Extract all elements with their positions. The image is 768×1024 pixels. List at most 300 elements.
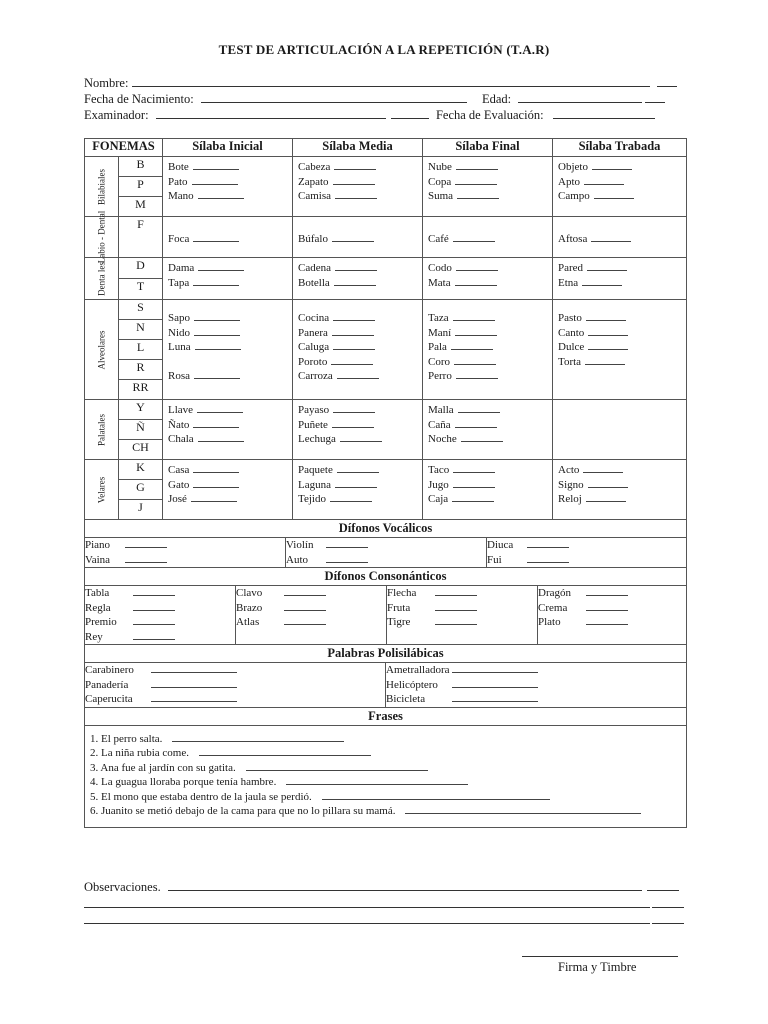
nombre-label: Nombre: bbox=[84, 76, 129, 90]
answer-blank[interactable] bbox=[286, 775, 468, 785]
answer-blank[interactable] bbox=[337, 369, 379, 379]
answer-blank[interactable] bbox=[455, 175, 497, 185]
answer-blank[interactable] bbox=[284, 586, 326, 596]
answer-blank[interactable] bbox=[194, 311, 240, 321]
observaciones-row bbox=[84, 880, 679, 895]
answer-blank[interactable] bbox=[151, 678, 237, 688]
word-text: Etna bbox=[558, 276, 579, 289]
fonema-cell: D bbox=[119, 258, 163, 279]
word-cell bbox=[553, 157, 687, 217]
word-text: Pasto bbox=[558, 312, 582, 324]
fecha-evaluacion-field[interactable] bbox=[553, 108, 655, 119]
word-text: Caperucita bbox=[85, 693, 133, 705]
answer-blank[interactable] bbox=[193, 478, 239, 488]
word-item bbox=[168, 160, 292, 175]
group-label-cell bbox=[85, 460, 119, 520]
nombre-field[interactable] bbox=[132, 76, 650, 87]
edad-label: Edad: bbox=[481, 92, 512, 106]
word-item bbox=[558, 232, 686, 247]
fonema-cell: S bbox=[119, 300, 163, 320]
word-text: Laguna bbox=[298, 478, 331, 491]
column-header: Sílaba Trabada bbox=[553, 139, 687, 157]
word-item bbox=[168, 232, 292, 247]
word-item bbox=[298, 232, 422, 247]
answer-blank[interactable] bbox=[458, 403, 500, 413]
answer-blank[interactable] bbox=[455, 276, 497, 286]
word-text: Sapo bbox=[168, 312, 190, 324]
answer-blank[interactable] bbox=[586, 311, 626, 321]
difonos-vocalicos-title: Dífonos Vocálicos bbox=[85, 520, 687, 538]
word-text: Pala bbox=[428, 341, 447, 353]
answer-blank[interactable] bbox=[199, 746, 371, 756]
word-text: Poroto bbox=[298, 355, 328, 368]
column-header: Sílaba Media bbox=[293, 139, 423, 157]
word-text: Chala bbox=[168, 433, 194, 445]
column-header: Sílaba Inicial bbox=[163, 139, 293, 157]
answer-blank[interactable] bbox=[456, 160, 498, 170]
answer-blank[interactable] bbox=[455, 418, 497, 428]
word-text: Aftosa bbox=[558, 233, 588, 245]
answer-blank[interactable] bbox=[435, 615, 477, 625]
word-item bbox=[236, 601, 386, 616]
answer-blank[interactable] bbox=[194, 369, 240, 379]
nombre-row bbox=[84, 76, 677, 91]
answer-blank[interactable] bbox=[588, 478, 628, 488]
word-cell bbox=[423, 217, 553, 258]
word-cell bbox=[163, 258, 293, 300]
answer-blank[interactable] bbox=[452, 492, 494, 502]
word-item bbox=[558, 311, 686, 326]
answer-blank[interactable] bbox=[193, 418, 239, 428]
word-text: Diuca bbox=[487, 539, 514, 551]
group-label-cell bbox=[85, 210, 119, 264]
group-label-cell bbox=[85, 400, 119, 460]
answer-blank[interactable] bbox=[453, 478, 495, 488]
answer-blank[interactable] bbox=[591, 232, 631, 242]
word-text: Perro bbox=[428, 370, 452, 382]
word-item bbox=[236, 586, 386, 601]
word-item bbox=[558, 492, 686, 507]
word-item bbox=[168, 261, 292, 276]
word-text: Suma bbox=[428, 190, 454, 202]
polisilabicas-row bbox=[85, 663, 687, 708]
answer-blank[interactable] bbox=[333, 340, 375, 350]
answer-blank[interactable] bbox=[452, 692, 538, 702]
group-label: Denta les bbox=[96, 261, 106, 296]
word-text: Camisa bbox=[298, 190, 331, 202]
word-cell bbox=[423, 300, 553, 400]
table-row bbox=[85, 258, 687, 279]
frase-item bbox=[90, 732, 680, 747]
answer-blank[interactable] bbox=[435, 586, 477, 596]
answer-blank[interactable] bbox=[586, 492, 626, 502]
answer-blank[interactable] bbox=[453, 232, 495, 242]
word-item bbox=[558, 189, 686, 204]
word-item bbox=[298, 492, 422, 507]
answer-blank[interactable] bbox=[334, 276, 376, 286]
answer-blank[interactable] bbox=[455, 326, 497, 336]
answer-blank[interactable] bbox=[332, 232, 374, 242]
word-column bbox=[387, 586, 538, 644]
word-text: Payaso bbox=[298, 404, 330, 416]
difonos-consonanticos-title: Dífonos Consonánticos bbox=[85, 568, 687, 586]
word-text: Cabeza bbox=[298, 161, 331, 173]
word-text: Auto bbox=[286, 553, 308, 566]
word-item bbox=[85, 538, 285, 553]
answer-blank[interactable] bbox=[453, 311, 495, 321]
answer-blank[interactable] bbox=[586, 601, 628, 611]
word-text: Casa bbox=[168, 464, 190, 476]
answer-blank[interactable] bbox=[582, 276, 622, 286]
fonema-cell: B bbox=[119, 157, 163, 177]
answer-blank[interactable] bbox=[332, 418, 374, 428]
frase-text: 6. Juanito se metió debajo de la cama para que no lo pillara su mamá. bbox=[90, 805, 396, 817]
word-text: Torta bbox=[558, 355, 582, 368]
word-cell bbox=[423, 258, 553, 300]
group-label-cell bbox=[85, 258, 119, 300]
answer-blank[interactable] bbox=[326, 553, 368, 563]
answer-blank[interactable] bbox=[586, 615, 628, 625]
answer-blank[interactable] bbox=[588, 340, 628, 350]
answer-blank[interactable] bbox=[125, 538, 167, 548]
group-label: Velares bbox=[96, 476, 106, 503]
word-item bbox=[298, 340, 422, 355]
answer-blank[interactable] bbox=[133, 615, 175, 625]
word-text: Búfalo bbox=[298, 233, 328, 245]
polisilabicas-title-row bbox=[85, 645, 687, 663]
frase-text: 3. Ana fue al jardín con su gatita. bbox=[90, 761, 236, 774]
word-text: Paquete bbox=[298, 464, 333, 476]
answer-blank[interactable] bbox=[335, 261, 377, 271]
word-text: Cocina bbox=[298, 312, 330, 324]
word-text: Premio bbox=[85, 616, 117, 628]
fonema-cell: Y bbox=[119, 400, 163, 420]
word-cell bbox=[293, 460, 423, 520]
answer-blank[interactable] bbox=[335, 478, 377, 488]
word-item bbox=[168, 276, 292, 291]
word-text: José bbox=[168, 493, 187, 505]
answer-blank[interactable] bbox=[457, 189, 499, 199]
frase-item bbox=[90, 790, 680, 805]
word-text: Carroza bbox=[298, 370, 333, 382]
answer-blank[interactable] bbox=[454, 355, 496, 365]
word-item bbox=[558, 478, 686, 493]
word-text: Rosa bbox=[168, 370, 190, 382]
word-text: Pato bbox=[168, 175, 188, 188]
word-text: Mata bbox=[428, 276, 451, 289]
word-item bbox=[558, 355, 686, 370]
frase-text: 1. El perro salta. bbox=[90, 732, 163, 745]
word-item bbox=[298, 311, 422, 326]
word-text: Piano bbox=[85, 539, 111, 551]
answer-blank[interactable] bbox=[197, 403, 243, 413]
word-text: Nube bbox=[428, 161, 452, 173]
answer-blank[interactable] bbox=[435, 601, 477, 611]
group-label: Labio - Dental bbox=[96, 210, 106, 264]
examinador-field[interactable] bbox=[156, 108, 386, 119]
word-cell bbox=[293, 300, 423, 400]
word-item bbox=[286, 553, 486, 568]
answer-blank[interactable] bbox=[195, 340, 241, 350]
word-item bbox=[428, 369, 552, 384]
word-cell bbox=[293, 157, 423, 217]
answer-blank[interactable] bbox=[333, 175, 375, 185]
answer-blank[interactable] bbox=[192, 175, 238, 185]
answer-blank[interactable] bbox=[461, 432, 503, 442]
observaciones-line-3[interactable] bbox=[84, 913, 684, 928]
answer-blank[interactable] bbox=[451, 340, 493, 350]
table-row bbox=[85, 460, 687, 480]
articulation-table bbox=[84, 138, 687, 828]
frase-item bbox=[90, 746, 680, 761]
word-text: Acto bbox=[558, 464, 580, 476]
word-text: Tapa bbox=[168, 276, 190, 289]
word-text: Taza bbox=[428, 312, 449, 324]
answer-blank[interactable] bbox=[193, 276, 239, 286]
word-item bbox=[85, 630, 235, 645]
word-text: Fruta bbox=[387, 601, 411, 614]
word-item bbox=[298, 276, 422, 291]
answer-blank[interactable] bbox=[335, 189, 377, 199]
answer-blank[interactable] bbox=[334, 160, 376, 170]
word-cell bbox=[553, 460, 687, 520]
word-text: Dama bbox=[168, 262, 195, 274]
word-text: Caluga bbox=[298, 341, 330, 353]
word-item bbox=[428, 261, 552, 276]
answer-blank[interactable] bbox=[193, 232, 239, 242]
word-text: Malla bbox=[428, 404, 454, 416]
answer-blank[interactable] bbox=[194, 326, 240, 336]
word-text: Jugo bbox=[428, 478, 449, 491]
word-item bbox=[387, 615, 537, 630]
word-item bbox=[85, 601, 235, 616]
examinador-label: Examinador: bbox=[84, 108, 149, 122]
word-item bbox=[168, 189, 292, 204]
word-item bbox=[298, 369, 422, 384]
fonema-cell: M bbox=[119, 197, 163, 217]
observaciones-label: Observaciones. bbox=[84, 880, 161, 894]
word-text: Regla bbox=[85, 601, 111, 614]
answer-blank[interactable] bbox=[527, 538, 569, 548]
observaciones-line-2[interactable] bbox=[84, 897, 684, 912]
word-text: Foca bbox=[168, 233, 190, 245]
answer-blank[interactable] bbox=[125, 553, 167, 563]
answer-blank[interactable] bbox=[332, 326, 374, 336]
table-header-row bbox=[85, 139, 687, 157]
answer-blank[interactable] bbox=[133, 586, 175, 596]
word-cell bbox=[553, 400, 687, 460]
word-text: Clavo bbox=[236, 587, 263, 599]
answer-blank[interactable] bbox=[133, 630, 175, 640]
answer-blank[interactable] bbox=[151, 663, 237, 673]
word-text: Llave bbox=[168, 404, 194, 416]
word-cell bbox=[163, 217, 293, 258]
word-text: Botella bbox=[298, 276, 330, 289]
answer-blank[interactable] bbox=[172, 732, 344, 742]
word-cell bbox=[293, 400, 423, 460]
word-item bbox=[298, 175, 422, 190]
word-item bbox=[428, 355, 552, 370]
answer-blank[interactable] bbox=[326, 538, 368, 548]
polisilabicas-title: Palabras Polisilábicas bbox=[85, 645, 687, 663]
word-column bbox=[538, 586, 689, 644]
word-item bbox=[428, 160, 552, 175]
word-item bbox=[558, 463, 686, 478]
answer-blank[interactable] bbox=[584, 175, 624, 185]
fecha-nacimiento-field[interactable] bbox=[201, 92, 467, 103]
word-item bbox=[298, 403, 422, 418]
word-text: Café bbox=[428, 233, 449, 245]
word-item bbox=[298, 326, 422, 341]
word-item bbox=[168, 478, 292, 493]
answer-blank[interactable] bbox=[594, 189, 634, 199]
word-text: Tigre bbox=[387, 616, 411, 628]
word-text: Flecha bbox=[387, 587, 417, 599]
word-text: Brazo bbox=[236, 601, 263, 614]
word-column bbox=[85, 586, 236, 644]
word-item bbox=[487, 538, 687, 553]
word-item bbox=[387, 601, 537, 616]
word-text: Apto bbox=[558, 175, 580, 188]
word-cell bbox=[293, 217, 423, 258]
word-text: Copa bbox=[428, 175, 452, 188]
word-item bbox=[428, 492, 552, 507]
fecha-nacimiento-row bbox=[84, 92, 665, 107]
word-text: Zapato bbox=[298, 175, 329, 188]
answer-blank[interactable] bbox=[586, 586, 628, 596]
answer-blank[interactable] bbox=[198, 432, 244, 442]
word-cell bbox=[553, 217, 687, 258]
answer-blank[interactable] bbox=[284, 601, 326, 611]
answer-blank[interactable] bbox=[587, 261, 627, 271]
word-column bbox=[85, 663, 386, 707]
word-column bbox=[386, 663, 687, 707]
group-label: Palatales bbox=[96, 413, 106, 446]
answer-blank[interactable] bbox=[133, 601, 175, 611]
word-text: Nido bbox=[168, 326, 190, 339]
answer-blank[interactable] bbox=[333, 311, 375, 321]
fonema-cell: J bbox=[119, 500, 163, 520]
fonema-cell: K bbox=[119, 460, 163, 480]
fecha-nacimiento-label: Fecha de Nacimiento: bbox=[84, 92, 194, 106]
word-text: Maní bbox=[428, 326, 452, 339]
answer-blank[interactable] bbox=[198, 189, 244, 199]
group-label-cell bbox=[85, 300, 119, 400]
answer-blank[interactable] bbox=[333, 403, 375, 413]
word-item bbox=[168, 403, 292, 418]
column-header: FONEMAS bbox=[85, 139, 163, 157]
answer-blank[interactable] bbox=[284, 615, 326, 625]
answer-blank[interactable] bbox=[246, 761, 428, 771]
answer-blank[interactable] bbox=[340, 432, 382, 442]
answer-blank[interactable] bbox=[453, 463, 495, 473]
frases-title-row bbox=[85, 707, 687, 725]
answer-blank[interactable] bbox=[330, 492, 372, 502]
word-item bbox=[428, 463, 552, 478]
word-item bbox=[168, 492, 292, 507]
answer-blank[interactable] bbox=[452, 678, 538, 688]
word-text: Reloj bbox=[558, 493, 582, 505]
fonema-cell: L bbox=[119, 340, 163, 360]
frases-row bbox=[85, 725, 687, 827]
answer-blank[interactable] bbox=[191, 492, 237, 502]
word-cell bbox=[423, 400, 553, 460]
word-item bbox=[168, 369, 292, 384]
word-text: Codo bbox=[428, 262, 452, 274]
word-item bbox=[428, 175, 552, 190]
word-text: Canto bbox=[558, 326, 585, 339]
answer-blank[interactable] bbox=[583, 463, 623, 473]
answer-blank[interactable] bbox=[456, 369, 498, 379]
word-item bbox=[168, 175, 292, 190]
column-header: Sílaba Final bbox=[423, 139, 553, 157]
firma-line[interactable] bbox=[522, 956, 678, 957]
word-text: Puñete bbox=[298, 418, 328, 431]
word-cell bbox=[553, 258, 687, 300]
word-item bbox=[168, 418, 292, 433]
group-label-cell bbox=[85, 157, 119, 217]
word-text: Panadería bbox=[85, 678, 129, 691]
word-item bbox=[168, 311, 292, 326]
word-column bbox=[487, 538, 688, 567]
word-text: Lechuga bbox=[298, 433, 336, 445]
word-item bbox=[298, 160, 422, 175]
word-item bbox=[298, 463, 422, 478]
word-item bbox=[386, 663, 686, 678]
word-item bbox=[428, 189, 552, 204]
word-text: Gato bbox=[168, 478, 190, 491]
word-text: Bicicleta bbox=[386, 693, 426, 705]
word-text: Caña bbox=[428, 418, 451, 431]
answer-blank[interactable] bbox=[151, 692, 237, 702]
word-item bbox=[386, 692, 686, 707]
word-item bbox=[85, 678, 385, 693]
word-text: Signo bbox=[558, 478, 584, 491]
answer-blank[interactable] bbox=[322, 790, 550, 800]
fonema-cell: RR bbox=[119, 380, 163, 400]
word-cell bbox=[163, 400, 293, 460]
word-item bbox=[298, 189, 422, 204]
word-item bbox=[558, 326, 686, 341]
answer-blank[interactable] bbox=[592, 160, 632, 170]
table-row bbox=[85, 217, 687, 258]
word-item bbox=[85, 692, 385, 707]
edad-field[interactable] bbox=[518, 92, 642, 103]
frase-item bbox=[90, 775, 680, 790]
word-text: Atlas bbox=[236, 616, 260, 628]
word-item bbox=[558, 261, 686, 276]
answer-blank[interactable] bbox=[337, 463, 379, 473]
answer-blank[interactable] bbox=[331, 355, 373, 365]
frase-text: 2. La niña rubia come. bbox=[90, 747, 189, 759]
answer-blank[interactable] bbox=[456, 261, 498, 271]
answer-blank[interactable] bbox=[588, 326, 628, 336]
fonema-cell: N bbox=[119, 320, 163, 340]
answer-blank[interactable] bbox=[585, 355, 625, 365]
word-item bbox=[428, 326, 552, 341]
answer-blank[interactable] bbox=[193, 463, 239, 473]
answer-blank[interactable] bbox=[405, 804, 641, 814]
word-text: Ñato bbox=[168, 418, 190, 431]
answer-blank[interactable] bbox=[527, 553, 569, 563]
answer-blank[interactable] bbox=[452, 663, 538, 673]
answer-blank[interactable] bbox=[198, 261, 244, 271]
word-text: Noche bbox=[428, 433, 457, 445]
observaciones-field[interactable] bbox=[168, 880, 642, 891]
word-text: Cadena bbox=[298, 262, 331, 274]
answer-blank[interactable] bbox=[193, 160, 239, 170]
fonema-cell: G bbox=[119, 480, 163, 500]
